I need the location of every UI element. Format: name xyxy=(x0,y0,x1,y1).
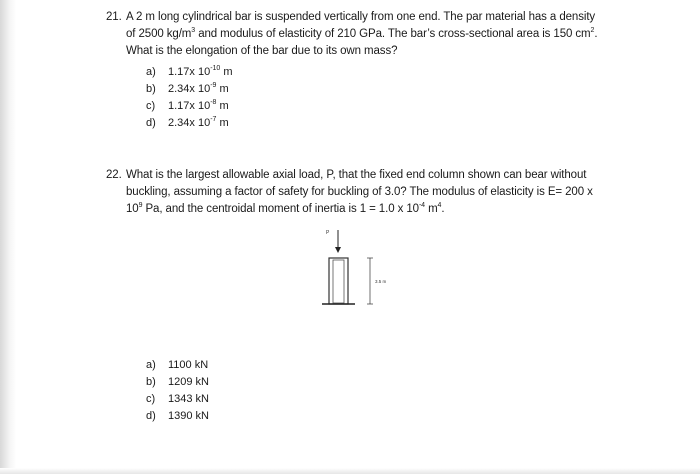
question-22-sup-2: -4 xyxy=(418,202,425,209)
option-unit: m xyxy=(216,83,229,95)
option-letter: c) xyxy=(146,393,156,405)
option-value: 2.34x 10 xyxy=(168,117,211,129)
option-exponent: -8 xyxy=(210,99,217,106)
option-letter: d) xyxy=(146,117,156,129)
question-21-line-3 xyxy=(106,43,696,60)
question-21-number: 21. xyxy=(106,11,122,23)
load-arrow-head xyxy=(335,247,341,253)
question-21-text-2c: . xyxy=(594,28,598,40)
question-21-options xyxy=(146,64,233,132)
option-letter: d) xyxy=(146,410,156,422)
option-exponent: -10 xyxy=(210,65,221,72)
option-exponent: -9 xyxy=(210,82,217,89)
option-value: 1100 kN xyxy=(168,359,209,371)
option-21-a[interactable] xyxy=(146,64,233,81)
question-21-text-1: A 2 m long cylindrical bar is suspended vertically from one end. The par material has a density xyxy=(126,11,596,23)
column-inner xyxy=(333,260,344,303)
option-21-d[interactable] xyxy=(146,115,233,132)
option-22-b[interactable] xyxy=(146,374,209,391)
option-21-b[interactable] xyxy=(146,81,233,98)
option-value: 1.17x 10 xyxy=(168,100,211,112)
height-label: 3.5 m xyxy=(375,279,387,284)
question-21-sup-1: 3 xyxy=(191,27,196,34)
option-letter: b) xyxy=(146,376,156,388)
page-left-shadow xyxy=(0,0,16,474)
question-22-text-2: buckling, assuming a factor of safety for buckling of 3.0? The modulus of elasticity is E= 200 x xyxy=(126,186,593,198)
question-21-text-3: What is the elongation of the bar due to its own mass? xyxy=(126,45,398,57)
question-22-line-1 xyxy=(106,167,696,184)
option-value: 1209 kN xyxy=(168,376,209,388)
question-21 xyxy=(106,9,696,60)
option-22-d[interactable] xyxy=(146,408,209,425)
question-22-text-1: What is the largest allowable axial load, P, that the fixed end column shown can bear without xyxy=(126,169,587,181)
option-exponent: -7 xyxy=(210,116,217,123)
option-letter: a) xyxy=(146,359,156,371)
option-letter: c) xyxy=(146,100,156,112)
option-22-a[interactable] xyxy=(146,357,209,374)
load-label: P xyxy=(326,230,330,236)
question-22-text-3a: 10 xyxy=(126,203,139,215)
option-letter: b) xyxy=(146,83,156,95)
question-22-line-3 xyxy=(106,201,696,218)
option-value: 1343 kN xyxy=(168,393,209,405)
option-unit: m xyxy=(220,66,233,78)
question-22-text-3d: . xyxy=(441,203,445,215)
question-22-sup-1: 9 xyxy=(138,202,143,209)
question-22-text-3b: Pa, and the centroidal moment of inertia is 1 = 1.0 x 10 xyxy=(142,203,419,215)
question-22-sup-3: 4 xyxy=(437,202,442,209)
option-unit: m xyxy=(216,100,229,112)
option-letter: a) xyxy=(146,66,156,78)
question-22-line-2 xyxy=(106,184,696,201)
option-value: 1390 kN xyxy=(168,410,209,422)
option-21-c[interactable] xyxy=(146,98,233,115)
option-value: 2.34x 10 xyxy=(168,83,211,95)
question-22-number: 22. xyxy=(106,169,122,181)
option-value: 1.17x 10 xyxy=(168,66,211,78)
question-21-sup-2: 2 xyxy=(590,27,595,34)
question-21-text-2a: of 2500 kg/m xyxy=(126,28,192,40)
question-21-line-1 xyxy=(106,9,696,26)
option-unit: m xyxy=(216,117,229,129)
question-21-line-2 xyxy=(106,26,696,43)
option-22-c[interactable] xyxy=(146,391,209,408)
question-22 xyxy=(106,167,696,218)
column-figure xyxy=(310,226,400,316)
question-22-options xyxy=(146,357,209,425)
page-bottom-shadow xyxy=(0,468,700,474)
question-21-text-2b: and modulus of elasticity of 210 GPa. The bar’s cross-sectional area is 150 cm xyxy=(195,28,591,40)
question-22-text-3c: m xyxy=(424,203,438,215)
